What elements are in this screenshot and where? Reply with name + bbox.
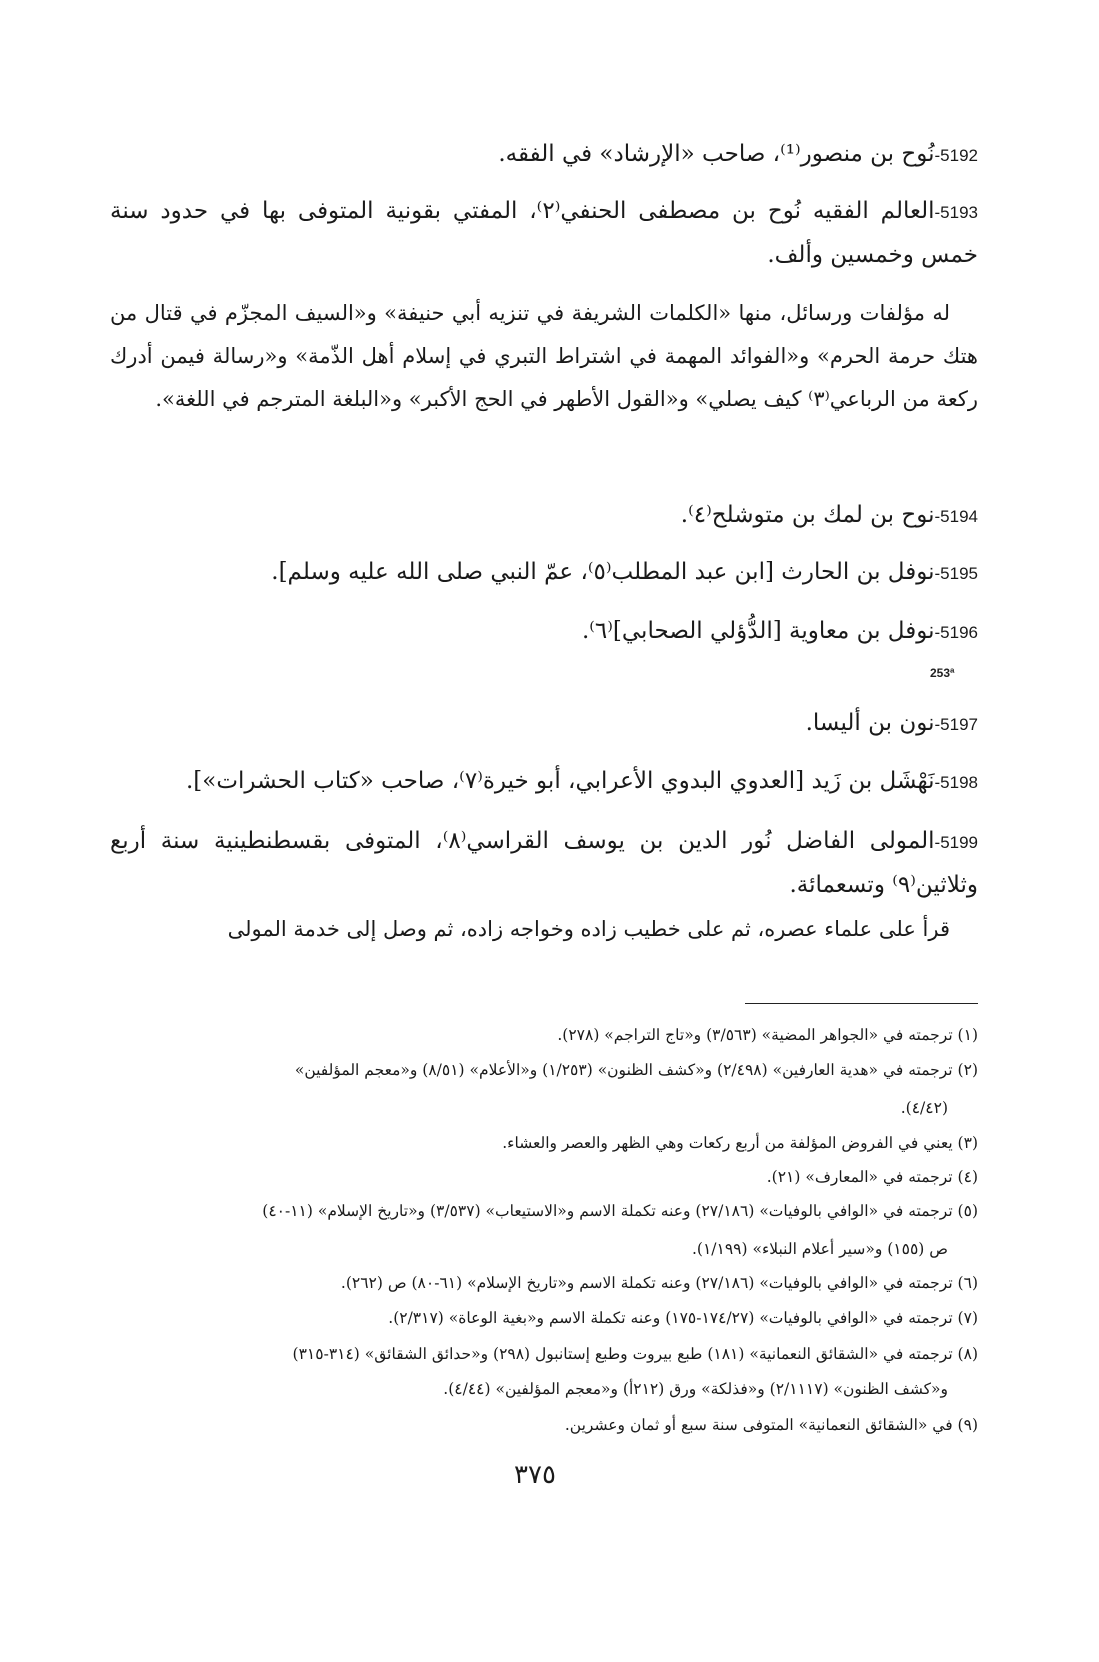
entry-5198	[110, 760, 978, 804]
entry-5196	[110, 610, 978, 654]
entry-text: المولى الفاضل نُور الدين بن يوسف القراسي⁽٨⁾، المتوفى بقسطنطينية سنة أربع وثلاثين⁽٩⁾ وتسعمائة.	[110, 828, 978, 898]
entry-text: العالم الفقيه نُوح بن مصطفى الحنفي⁽٢⁾، المفتي بقونية المتوفى بها في حدود سنة خمس وخمسين وألف.	[110, 198, 978, 268]
entry-text: نوفل بن معاوية [الدُّؤلي الصحابي]⁽٦⁾.	[581, 618, 935, 644]
entry-number: 5192-	[934, 146, 978, 165]
entry-number: 5194-	[934, 507, 978, 526]
entry-number: 5199-	[934, 833, 979, 852]
footnote-separator	[745, 1003, 978, 1004]
footnote-8: (٨) ترجمته في «الشقائق النعمانية» (١٨١) طبع بيروت وطبع إستانبول (٢٩٨) و«حدائق الشقائق» (٣١٤-٣١٥)	[292, 1345, 978, 1363]
entry-5199	[110, 820, 978, 906]
footnote-1: (١) ترجمته في «الجواهر المضية» (٣/٥٦٣) و«تاج التراجم» (٢٧٨).	[557, 1026, 978, 1044]
footnote-2-continued: (٤/٤٢).	[900, 1099, 948, 1117]
entry-text: نَهْشَل بن زَيد [العدوي البدوي الأعرابي، أبو خيرة⁽٧⁾، صاحب «كتاب الحشرات»].	[186, 768, 935, 794]
entry-5194	[110, 494, 978, 538]
entry-5193	[110, 190, 978, 276]
footnote-5: (٥) ترجمته في «الوافي بالوفيات» (٢٧/١٨٦) وعنه تكملة الاسم و«الاستيعاب» (٣/٥٣٧) و«تاريخ الإسلام» (١١-٤٠)	[262, 1202, 978, 1220]
entry-number: 5198-	[934, 773, 978, 792]
entry-number: 5195-	[934, 564, 978, 583]
footnote-6: (٦) ترجمته في «الوافي بالوفيات» (٢٧/١٨٦) وعنه تكملة الاسم و«تاريخ الإسلام» (٦١-٨٠) ص (٢٦٢).	[340, 1274, 978, 1292]
entry-number: 5197-	[934, 715, 978, 734]
entry-text: نوفل بن الحارث [ابن عبد المطلب⁽٥⁾، عمّ النبي صلى الله عليه وسلم].	[271, 559, 935, 585]
footnote-9: (٩) في «الشقائق النعمانية» المتوفى سنة سبع أو ثمان وعشرين.	[564, 1416, 978, 1434]
entry-5192	[110, 133, 978, 177]
entry-number: 5193-	[934, 203, 978, 222]
footnote-2: (٢) ترجمته في «هدية العارفين» (٢/٤٩٨) و«كشف الظنون» (١/٢٥٣) و«الأعلام» (٨/٥١) و«معجم المؤلفين»	[294, 1061, 978, 1079]
entry-number: 5196-	[934, 623, 978, 642]
page-number: ٣٧٥	[514, 1460, 556, 1490]
footnote-8-continued: و«كشف الظنون» (٢/١١١٧) و«فذلكة» ورق (٢١٢أ) و«معجم المؤلفين» (٤/٤٤).	[443, 1380, 948, 1398]
footnote-4: (٤) ترجمته في «المعارف» (٢١).	[766, 1168, 978, 1186]
entry-text: نوح بن لمك بن متوشلح⁽٤⁾.	[680, 502, 935, 528]
entry-text: نون بن أليسا.	[805, 710, 935, 736]
entry-5199-body: قرأ على علماء عصره، ثم على خطيب زاده وخواجه زاده، ثم وصل إلى خدمة المولى	[227, 917, 950, 941]
footnote-7: (٧) ترجمته في «الوافي بالوفيات» (١٧٤/٢٧-١٧٥) وعنه تكملة الاسم و«بغية الوعاة» (٢/٣١٧).	[388, 1309, 978, 1327]
entry-5195	[110, 551, 978, 595]
manuscript-folio-marker: 253ª	[930, 666, 955, 680]
footnote-3: (٣) يعني في الفروض المؤلفة من أربع ركعات وهي الظهر والعصر والعشاء.	[502, 1134, 978, 1152]
entry-5197	[110, 702, 978, 746]
entry-5193-body: له مؤلفات ورسائل، منها «الكلمات الشريفة في تنزيه أبي حنيفة» و«السيف المجزّم في قتال من هتك حرمة الحرم» و«الفوائد المهمة في اشتراط التبري في إسلام أهل الذّمة» و«رسالة فيمن أدرك ركعة من الرباعي⁽٣⁾ كيف يصلي» و«القول الأطهر في الحج الأكبر» و«البلغة المترجم في اللغة».	[110, 301, 978, 411]
entry-text: نُوح بن منصور⁽¹⁾، صاحب «الإرشاد» في الفقه.	[498, 141, 935, 167]
footnote-5-continued: ص (١٥٥) و«سير أعلام النبلاء» (١/١٩٩).	[691, 1240, 948, 1258]
